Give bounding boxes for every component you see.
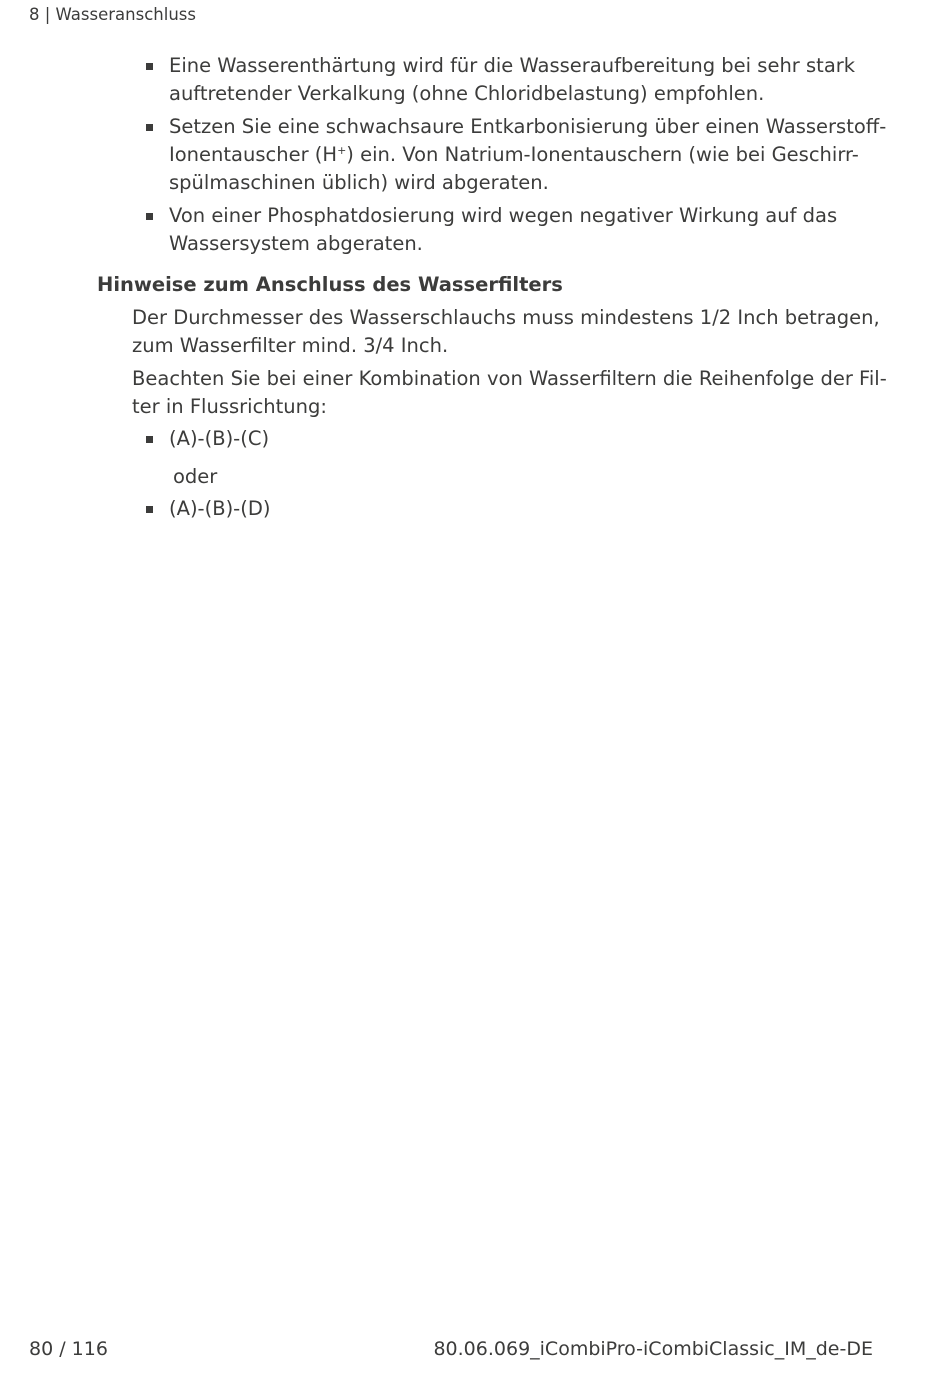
document-id: 80.06.069_iCombiPro-iCombiClassic_IM_de-DE [433, 1338, 873, 1360]
list-item [145, 52, 880, 108]
section-heading: Hinweise zum Anschluss des Wasserfilters [97, 273, 563, 296]
list-item-line [169, 141, 880, 169]
paragraph-line: zum Wasserfilter mind. 3/4 Inch. [132, 334, 449, 357]
list-item-line: auftretender Verkalkung (ohne Chloridbelastung) empfohlen. [169, 82, 765, 105]
paragraph-line: Beachten Sie bei einer Kombination von Wasserfiltern die Reihenfolge der Fil- [132, 367, 887, 390]
list-item [145, 495, 880, 523]
bullet-square-icon [146, 213, 153, 220]
conjunction-text: oder [173, 465, 218, 488]
list-item-line: Wassersystem abgeraten. [169, 232, 423, 255]
list-item [145, 425, 880, 453]
bullet-square-icon [146, 63, 153, 70]
page-number: 80 / 116 [29, 1338, 108, 1360]
text-fragment: Ionentauscher (H [169, 143, 338, 166]
list-item [145, 113, 887, 197]
list-item-line: Eine Wasserenthärtung wird für die Wasseraufbereitung bei sehr stark [169, 54, 856, 77]
bullet-square-icon [146, 506, 153, 513]
list-item-line: Von einer Phosphatdosierung wird wegen negativer Wirkung auf das [169, 204, 838, 227]
water-treatment-list [145, 52, 887, 263]
superscript-plus: + [337, 144, 347, 157]
paragraph-line: ter in Flussrichtung: [132, 395, 327, 418]
list-item-line: Setzen Sie eine schwachsaure Entkarbonisierung über einen Wasserstoff- [169, 115, 887, 138]
filter-order-option-2 [145, 495, 880, 528]
list-item-line: (A)-(B)-(C) [169, 427, 270, 450]
list-item-line: (A)-(B)-(D) [169, 497, 271, 520]
list-item [145, 202, 880, 258]
paragraph-hose-diameter [132, 304, 892, 360]
bullet-square-icon [146, 436, 153, 443]
text-fragment: ) ein. Von Natrium-Ionentauschern (wie bei Geschirr- [346, 143, 859, 166]
filter-order-option-1 [145, 425, 880, 458]
paragraph-line: Der Durchmesser des Wasserschlauchs muss mindestens 1/2 Inch betragen, [132, 306, 880, 329]
paragraph-filter-order [132, 365, 892, 421]
bullet-square-icon [146, 124, 153, 131]
list-item-line: spülmaschinen üblich) wird abgeraten. [169, 171, 549, 194]
running-header: 8 | Wasseranschluss [29, 5, 196, 24]
